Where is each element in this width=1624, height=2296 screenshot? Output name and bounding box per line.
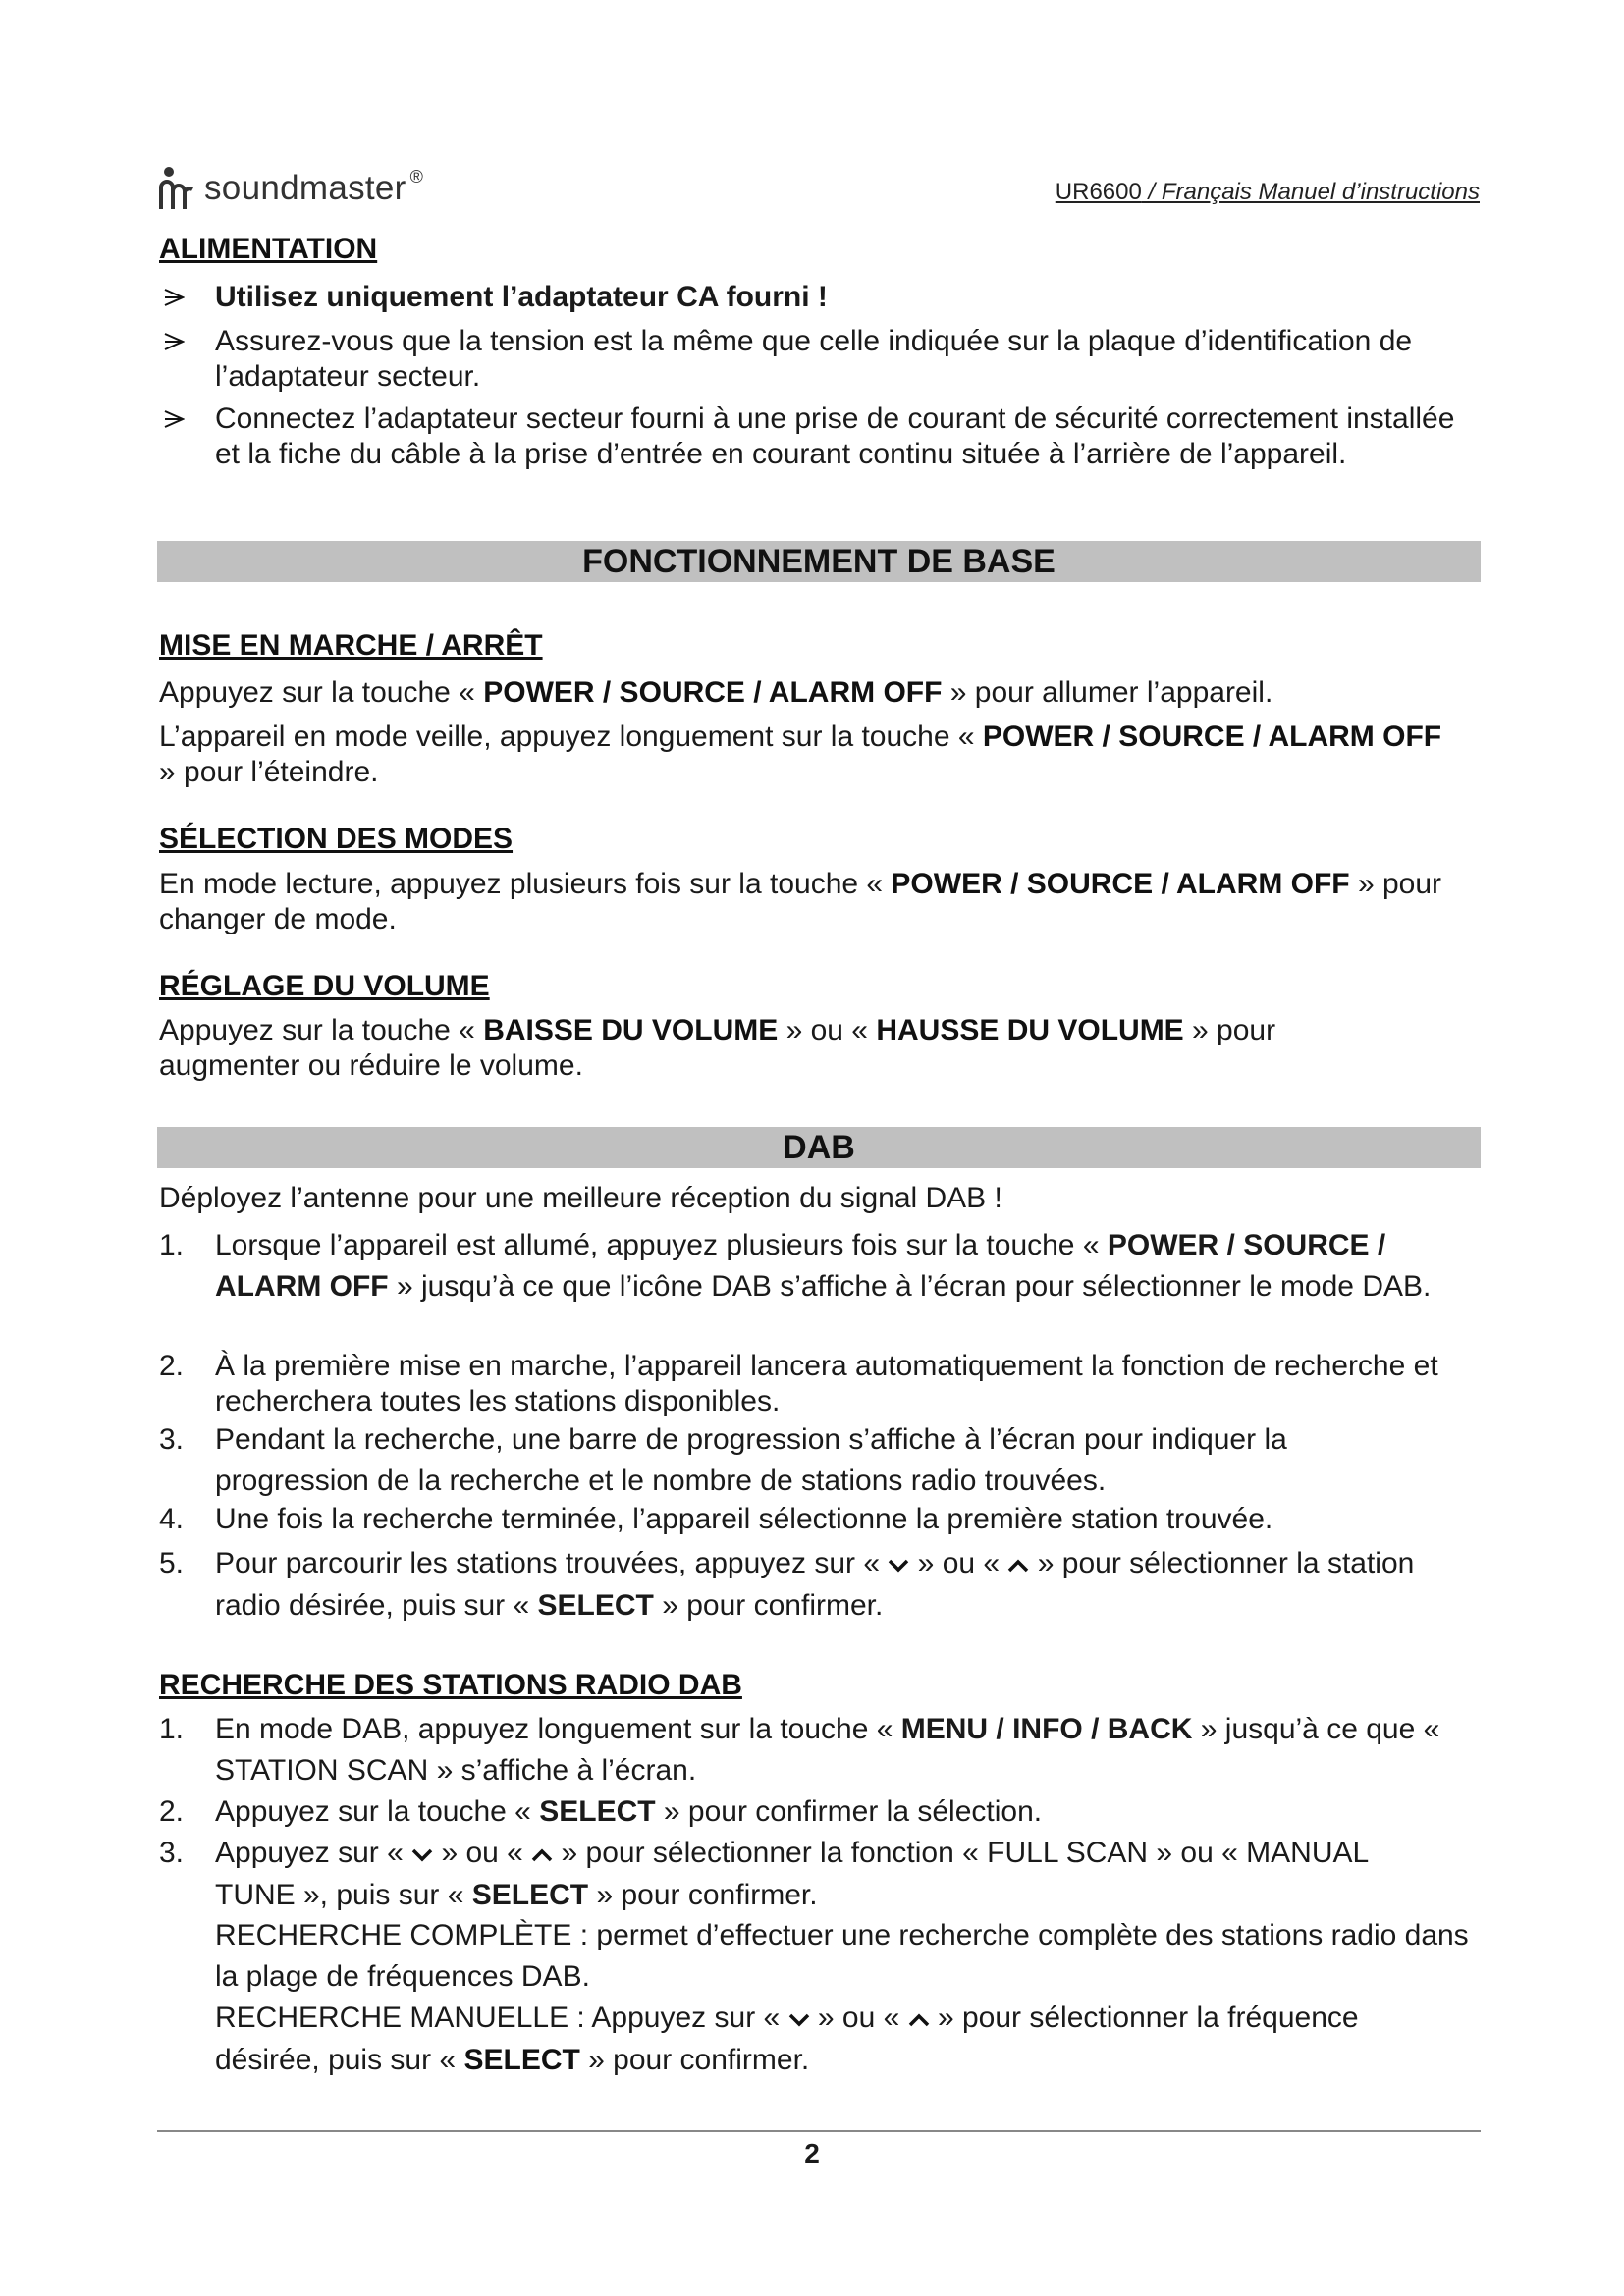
- brand-logo: [157, 165, 423, 212]
- mise-en-marche-paragraph-2: L’appareil en mode veille, appuyez longuement sur la touche « POWER / SOURCE / ALARM OFF » pour l’éteindre.: [159, 721, 1442, 788]
- full-scan-description: RECHERCHE COMPLÈTE : permet d’effectuer une recherche complète des stations radio dans la plage de fréquences DAB.: [215, 1919, 1469, 1993]
- chevron-up-icon: [531, 1834, 553, 1875]
- arrow-bullet-icon: [163, 324, 192, 361]
- document-reference: [1056, 179, 1480, 206]
- document-title: / Français Manuel d’instructions: [1141, 179, 1480, 205]
- volume-paragraph: Appuyez sur la touche « BAISSE DU VOLUME » ou « HAUSSE DU VOLUME » pour augmenter ou réduire le volume.: [159, 1014, 1276, 1082]
- section-bar-dab: DAB: [157, 1127, 1481, 1168]
- arrow-bullet-icon: [163, 280, 192, 317]
- recherche-heading: RECHERCHE DES STATIONS RADIO DAB: [159, 1669, 742, 1701]
- manual-tune-description: RECHERCHE MANUELLE : Appuyez sur « » ou « » pour sélectionner la fréquence désirée, puis sur « SELECT » pour confirmer.: [215, 1998, 1433, 2081]
- mise-en-marche-heading: MISE EN MARCHE / ARRÊT: [159, 629, 543, 662]
- selection-modes-heading: SÉLECTION DES MODES: [159, 823, 514, 855]
- mise-en-marche-paragraph-1: Appuyez sur la touche « POWER / SOURCE / ALARM OFF » pour allumer l’appareil.: [159, 676, 1273, 709]
- soundmaster-logo-icon: [157, 166, 196, 211]
- chevron-down-icon: [888, 1544, 909, 1585]
- arrow-bullet-icon: [163, 401, 192, 439]
- chevron-down-icon: [411, 1834, 433, 1875]
- section-bar-fonctionnement: FONCTIONNEMENT DE BASE: [157, 541, 1481, 582]
- manual-page: soundmaster ® UR6600 / Français Manuel d’instructions ALIMENTATION Utilisez uniquement l’adaptateur CA fourni ! Assurez-vous que la tension est la même que celle indiquée sur la plaque d’identification de l’adaptateur secteur. Connectez l’adaptateur secteur fourni à une prise de courant de sécurité correctement installée et la fiche du câble à la prise d’entrée en courant continu située à l’arrière de l’appareil. FONCTIONNEMENT DE BASE MISE EN MARCHE / ARRÊT Appuyez sur la touche « POWER / SOURCE / ALARM OFF » pour allumer l’appareil. L’appareil en mode veille, appuyez longuement sur la touche « POWER / SOURCE / ALARM OFF » pour l’éteindre. SÉLECTION DES MODES En mode lecture, appuyez plusieurs fois sur la touche « POWER / SOURCE / ALARM OFF » pour changer de mode. RÉGLAGE DU VOLUME Appuyez sur la touche « BAISSE DU VOLUME » ou « HAUSSE DU VOLUME » pour augmenter ou réduire le volume. DAB Déployez l’antenne pour une meilleure réception du signal DAB ! 1. Lorsque l’appareil est allumé, appuyez plusieurs fois sur la touche « POWER / SOURCE / ALARM OFF » jusqu’à ce que l’icône DAB s’affiche à l’écran pour sélectionner le mode DAB. 2. À la première mise en marche, l’appareil lancera automatiquement la fonction de recherche et recherchera toutes les stations disponibles. 3. Pendant la recherche, une barre de progression s’affiche à l’écran pour indiquer la progression de la recherche et le nombre de stations radio trouvées. 4. Une fois la recherche terminée, l’appareil sélectionne la première station trouvée. 5. Pour parcourir les stations trouvées, appuyez sur « » ou « » pour sélectionner la station radio désirée, puis sur « SELECT » pour confirmer. RECHERCHE DES STATIONS RADIO DAB 1. En mode DAB, appuyez longuement sur la touche « MENU / INFO / BACK » jusqu’à ce que « STATION SCAN » s’affiche à l’écran. 2. Appuyez sur la touche « SELECT » pour confirmer la sélection. 3. Appuyez sur « » ou « » pour sélectionner la fonction « FULL SCAN » ou « MANUAL TUNE », puis sur « SELECT » pour confirmer. RECHERCHE COMPLÈTE : permet d’effectuer une recherche complète des stations radio dans la plage de fréquences DAB. RECHERCHE MANUELLE : Appuyez sur « » ou « » pour sélectionner la fréquence désirée, puis sur « SELECT » pour confirmer. 2: [0, 0, 1624, 2296]
- model-number: UR6600: [1055, 179, 1142, 205]
- chevron-up-icon: [1007, 1544, 1029, 1585]
- selection-modes-paragraph: En mode lecture, appuyez plusieurs fois sur la touche « POWER / SOURCE / ALARM OFF » pour changer de mode.: [159, 868, 1442, 935]
- page-number: 2: [804, 2138, 820, 2168]
- chevron-down-icon: [788, 1999, 810, 2040]
- volume-heading: RÉGLAGE DU VOLUME: [159, 970, 490, 1002]
- alimentation-heading: ALIMENTATION: [159, 233, 378, 265]
- chevron-up-icon: [908, 1999, 930, 2040]
- brand-name: soundmaster ®: [204, 167, 424, 207]
- dab-intro: Déployez l’antenne pour une meilleure réception du signal DAB !: [159, 1182, 1002, 1214]
- footer-divider: [157, 2130, 1481, 2132]
